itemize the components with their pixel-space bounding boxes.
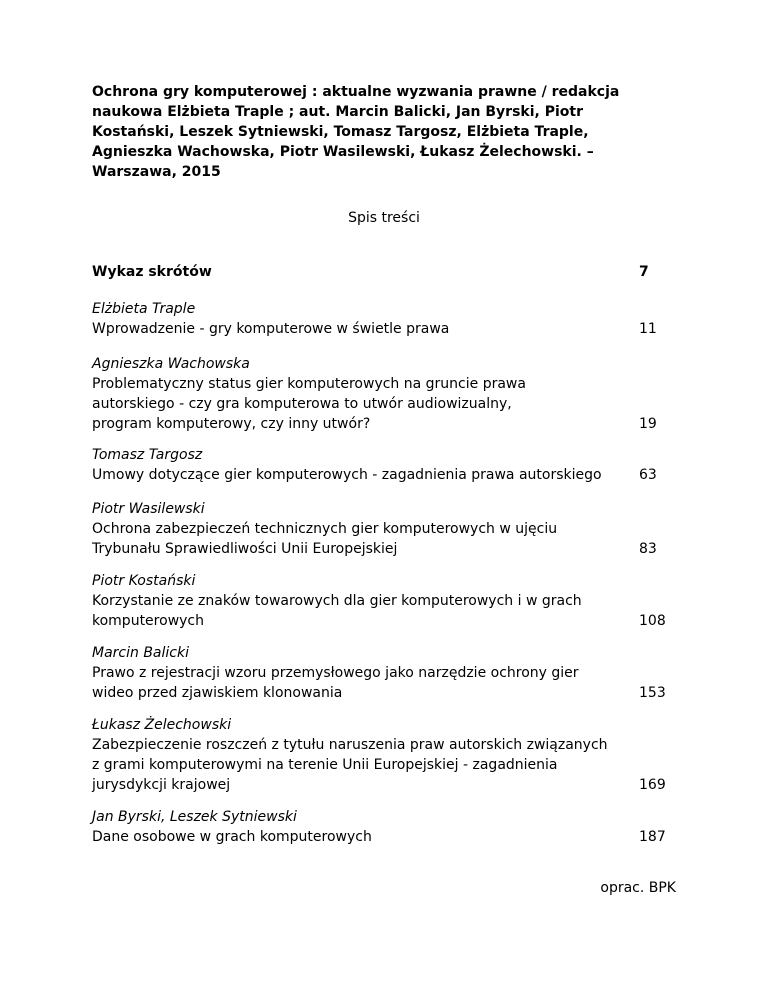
toc-entry-author: Tomasz Targosz	[92, 447, 203, 463]
toc-page-number: 19	[639, 416, 657, 432]
header-line: Ochrona gry komputerowej : aktualne wyzwania prawne / redakcja	[92, 84, 620, 100]
toc-entry	[92, 445, 672, 485]
toc-entry	[92, 571, 652, 631]
toc-entry-author: Elżbieta Traple	[92, 301, 196, 317]
toc-entry-author: Agnieszka Wachowska	[92, 356, 250, 372]
toc-page-number: 63	[639, 467, 657, 483]
toc-entry-title: Wykaz skrótów	[92, 264, 212, 280]
toc-entry-author: Piotr Kostański	[92, 573, 196, 589]
toc-entry-title: Ochrona zabezpieczeń technicznych gier komputerowych w ujęciu Trybunału Sprawiedliwości Unii Europejskiej	[92, 521, 558, 557]
toc-entry-title: Korzystanie ze znaków towarowych dla gier komputerowych i w grach komputerowych	[92, 593, 582, 629]
toc-title: Spis treści	[348, 210, 420, 226]
toc-entry-title: Dane osobowe w grach komputerowych	[92, 829, 372, 845]
toc-entry	[92, 499, 652, 559]
toc-page-number: 187	[639, 829, 666, 845]
toc-entry	[92, 299, 652, 339]
toc-page-number: 169	[639, 777, 666, 793]
toc-entry-author: Piotr Wasilewski	[92, 501, 205, 517]
compiler-note: oprac. BPK	[600, 880, 676, 896]
toc-entry-title: Zabezpieczenie roszczeń z tytułu naruszenia praw autorskich związanych z grami komputerowymi na terenie Unii Europejskiej - zagadnienia jurysdykcji krajowej	[92, 737, 608, 793]
toc-page-number: 83	[639, 541, 657, 557]
header-line: Agnieszka Wachowska, Piotr Wasilewski, Łukasz Żelechowski. –	[92, 144, 594, 160]
toc-entry-title: Umowy dotyczące gier komputerowych - zagadnienia prawa autorskiego	[92, 467, 602, 483]
toc-entry-title: Problematyczny status gier komputerowych na gruncie prawa autorskiego - czy gra komputerowa to utwór audiowizualny, program komputerowy, czy inny utwór?	[92, 376, 526, 432]
toc-page-number: 153	[639, 685, 666, 701]
header-line: naukowa Elżbieta Traple ; aut. Marcin Balicki, Jan Byrski, Piotr	[92, 104, 583, 120]
toc-entry	[92, 715, 672, 795]
toc-entry	[92, 643, 652, 703]
toc-entry-author: Marcin Balicki	[92, 645, 189, 661]
toc-entry	[92, 807, 652, 847]
toc-page-number: 108	[639, 613, 666, 629]
header-line: Warszawa, 2015	[92, 164, 221, 180]
toc-page-number: 7	[639, 264, 649, 280]
toc-entry-abbreviations	[92, 262, 652, 282]
toc-page-number: 11	[639, 321, 657, 337]
bibliographic-header	[92, 82, 672, 182]
toc-entry-author: Łukasz Żelechowski	[92, 717, 232, 733]
toc-entry-title: Wprowadzenie - gry komputerowe w świetle prawa	[92, 321, 450, 337]
header-line: Kostański, Leszek Sytniewski, Tomasz Targosz, Elżbieta Traple,	[92, 124, 589, 140]
toc-entry-title: Prawo z rejestracji wzoru przemysłowego jako narzędzie ochrony gier wideo przed zjawiskiem klonowania	[92, 665, 579, 701]
toc-entry	[92, 354, 652, 434]
toc-entry-author: Jan Byrski, Leszek Sytniewski	[92, 809, 297, 825]
